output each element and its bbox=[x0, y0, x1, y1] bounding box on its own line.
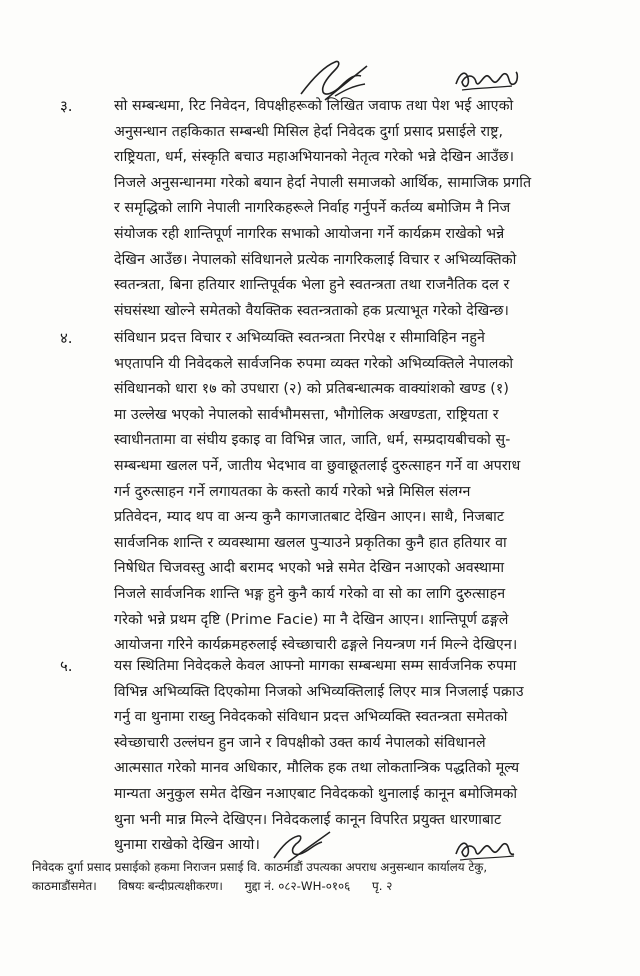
text-line: अनुसन्धान तहकिकात सम्बन्धी मिसिल हेर्दा निवेदक दुर्गा प्रसाद प्रसाईले राष्ट्र, bbox=[114, 123, 504, 140]
text-line: थुना भनी मान्न मिल्ने देखिएन। निवेदकलाई कानून विपरित प्रयुक्त धारणाबाट bbox=[114, 811, 502, 828]
text-line: विभिन्न अभिव्यक्ति दिएकोमा निजको अभिव्यक्तिलाई लिएर मात्र निजलाई पक्राउ bbox=[114, 683, 524, 700]
text-line: निजले अनुसन्धानमा गरेको बयान हेर्दा नेपाली समाजको आर्थिक, सामाजिक प्रगति bbox=[114, 174, 532, 191]
text-line: गरेको भन्ने प्रथम दृष्टि (Prime Facie) मा नै देखिन आएन। शान्तिपूर्ण ढङ्गले bbox=[114, 611, 509, 628]
paragraph-3 bbox=[60, 94, 616, 324]
text-line: र समृद्धिको लागि नेपाली नागरिकहरूले निर्वाह गर्नुपर्ने कर्तव्य बमोजिम नै निज bbox=[114, 200, 511, 217]
paragraph-body bbox=[114, 94, 616, 324]
paragraph-body bbox=[114, 326, 616, 659]
text-line: मा उल्लेख भएको नेपालको सार्वभौमसत्ता, भौगोलिक अखण्डता, राष्ट्रियता र bbox=[114, 406, 499, 423]
text-line: यस स्थितिमा निवेदकले केवल आफ्नो मागका सम्बन्धमा सम्म सार्वजनिक रुपमा bbox=[114, 658, 517, 674]
text-line: राष्ट्रियता, धर्म, संस्कृति बचाउ महाअभियानको नेतृत्व गरेको भन्ने देखिन आउँछ। bbox=[114, 149, 515, 166]
text-line: थुनामा राखेको देखिन आयो। bbox=[114, 837, 260, 854]
text-line: भएतापनि यी निवेदकले सार्वजनिक रुपमा व्यक्त गरेको अभिव्यक्तिले नेपालको bbox=[114, 355, 514, 372]
text-line: सो सम्बन्धमा, रिट निवेदन, विपक्षीहरूको लिखित जवाफ तथा पेश भई आएको bbox=[114, 98, 514, 114]
text-line: निजले सार्वजनिक शान्ति भङ्ग हुने कुनै कार्य गरेको वा सो का लागि दुरुत्साहन bbox=[114, 585, 506, 602]
paragraph-number: ४. bbox=[60, 329, 73, 347]
footer-subject: विषयः बन्दीप्रत्यक्षीकरण। bbox=[118, 879, 223, 893]
text-line: निषेधित चिजवस्तु आदी बरामद भएको भन्ने समेत देखिन नआएको अवस्थामा bbox=[114, 560, 505, 577]
paragraph-4 bbox=[60, 326, 616, 659]
text-line: स्वेच्छाचारी उल्लंघन हुन जाने र विपक्षीको उक्त कार्य नेपालको संविधानले bbox=[114, 734, 486, 751]
page-number: पृ. २ bbox=[372, 879, 393, 893]
text-line: सार्वजनिक शान्ति र व्यवस्थामा खलल पुऱ्याउने प्रकृतिका कुनै हात हतियार वा bbox=[114, 534, 507, 551]
footer-party: काठमाडौंसमेत। bbox=[32, 879, 97, 893]
text-line: देखिन आउँछ। नेपालको संविधानले प्रत्येक नागरिकलाई विचार र अभिव्यक्तिको bbox=[114, 251, 517, 268]
footer-case-title: निवेदक दुर्गा प्रसाद प्रसाईको हकमा निराजन प्रसाई वि. काठमाडौं उपत्यका अपराध अनुसन्धान कार्यालय टेकु, bbox=[32, 860, 488, 874]
text-line: आयोजना गरिने कार्यक्रमहरुलाई स्वेच्छाचारी ढङ्गले नियन्त्रण गर्न मिल्ने देखिएन। bbox=[114, 637, 518, 654]
text-line: सम्बन्धमा खलल पर्ने, जातीय भेदभाव वा छुवाछूतलाई दुरुत्साहन गर्ने वा अपराध bbox=[114, 457, 521, 474]
text-line: मान्यता अनुकुल समेत देखिन नआएबाट निवेदकको थुनालाई कानून बमोजिमको bbox=[114, 785, 518, 802]
text-line: संयोजक रही शान्तिपूर्ण नागरिक सभाको आयोजना गर्ने कार्यक्रम राखेको भन्ने bbox=[114, 225, 505, 242]
footer-case-number: मुद्दा नं. ०८२-WH-०१०६ bbox=[244, 879, 351, 893]
document-footer bbox=[32, 858, 622, 896]
text-line: आत्मसात गरेको मानव अधिकार, मौलिक हक तथा लोकतान्त्रिक पद्धतिको मूल्य bbox=[114, 760, 520, 777]
text-line: प्रतिवेदन, म्याद थप वा अन्य कुनै कागजातबाट देखिन आएन। साथै, निजबाट bbox=[114, 509, 505, 526]
footer-case-meta bbox=[32, 877, 622, 896]
paragraph-body bbox=[114, 654, 616, 859]
paragraph-5 bbox=[60, 654, 616, 859]
paragraph-number: ५. bbox=[60, 657, 73, 675]
text-line: गर्नु वा थुनामा राख्नु निवेदकको संविधान प्रदत्त अभिव्यक्ति स्वतन्त्रता समेतको bbox=[114, 709, 508, 726]
text-line: संविधानको धारा १७ को उपधारा (२) को प्रतिबन्धात्मक वाक्यांशको खण्ड (१) bbox=[114, 381, 510, 398]
text-line: स्वाधीनतामा वा संघीय इकाइ वा विभिन्न जात, जाति, धर्म, सम्प्रदायबीचको सु- bbox=[114, 432, 511, 449]
text-line: संविधान प्रदत्त विचार र अभिव्यक्ति स्वतन्त्रता निरपेक्ष र सीमाविहिन नहुने bbox=[114, 330, 485, 346]
text-line: संघसंस्था खोल्ने समेतको वैयक्तिक स्वतन्त्रताको हक प्रत्याभूत गरेको देखिन्छ। bbox=[114, 302, 509, 319]
text-line: स्वतन्त्रता, बिना हतियार शान्तिपूर्वक भेला हुने स्वतन्त्रता तथा राजनैतिक दल र bbox=[114, 277, 510, 294]
paragraph-number: ३. bbox=[60, 97, 73, 115]
signature-top-right bbox=[452, 64, 522, 98]
text-line: गर्न दुरुत्साहन गर्ने लगायतका के कस्तो कार्य गरेको भन्ने मिसिल संलग्न bbox=[114, 483, 471, 500]
